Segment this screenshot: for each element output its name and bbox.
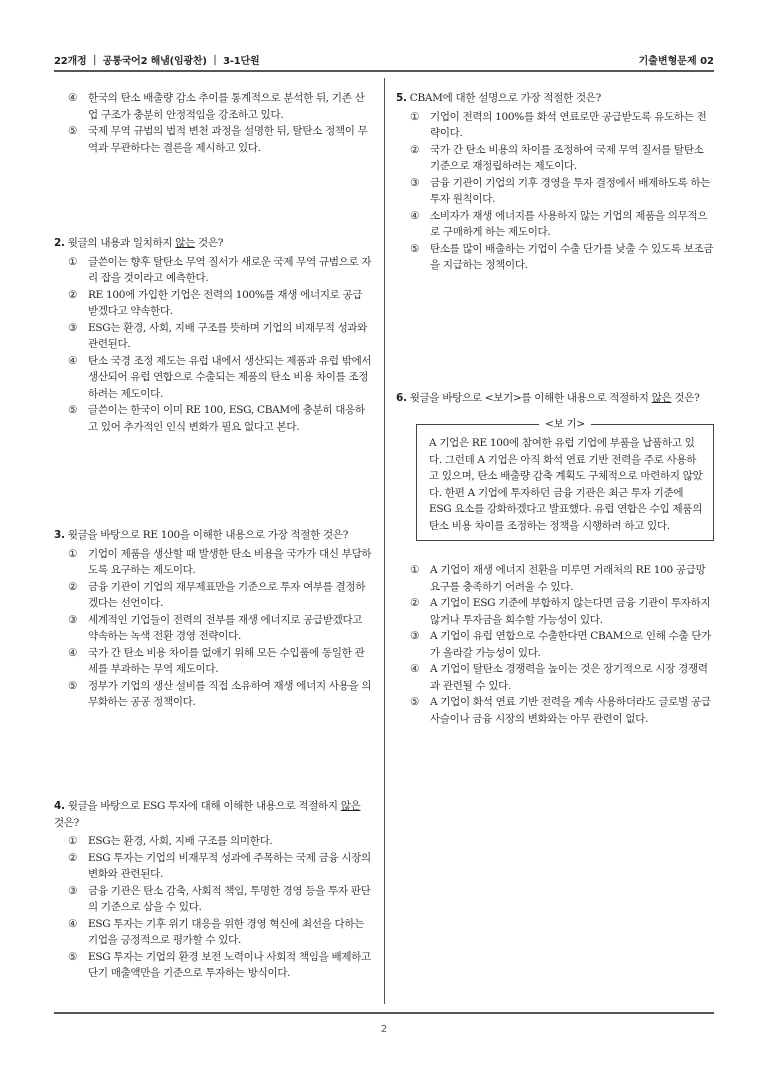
question-3 [54,527,372,711]
header-rule [54,70,714,72]
q4-option-3[interactable]: ③ 금융 기관은 탄소 감축, 사회적 책임, 투명한 경영 등을 투자 판단의 기준으로 삼을 수 있다. [68,884,371,913]
header-course-info: 22개정 ｜ 공통국어2 해냄(임광찬) ｜ 3-1단원 [54,56,260,67]
q2-option-5[interactable]: ⑤ 글쓴이는 한국이 이미 RE 100, ESG, CBAM에 충분히 대응하고 있어 추가적인 인식 변화가 필요 없다고 본다. [68,404,365,433]
q3-option-4[interactable]: ④ 국가 간 탄소 비용 차이를 없애기 위해 모든 수입품에 동일한 관세를 부과하는 무역 제도이다. [68,646,365,675]
q4-option-1[interactable]: ① ESG는 환경, 사회, 지배 구조를 의미한다. [68,835,273,847]
header-doc-title: 기출변형문제 02 [638,56,714,67]
q1-option-5[interactable]: ⑤ 국제 무역 규범의 법적 변천 과정을 설명한 뒤, 탈탄소 정책이 무역과 무관하다는 결론을 제시하고 있다. [68,125,368,154]
q2-option-2[interactable]: ② RE 100에 가입한 기업은 전력의 100%를 재생 에너지로 공급받겠다고 약속한다. [68,288,363,317]
question-4 [54,798,372,982]
q5-option-2[interactable]: ② 국가 간 탄소 비용의 차이를 조정하여 국제 무역 질서를 탈탄소 기준으로 재정립하려는 제도이다. [410,143,704,172]
q5-stem: 5. CBAM에 대한 설명으로 가장 적절한 것은? [396,92,601,104]
bogi-text: A 기업은 RE 100에 참여한 유럽 기업에 부품을 납품하고 있다. 그런데 A 기업은 아직 화석 연료 기반 전력을 주로 사용하고 있으며, 탄소 배출량 감축 계획도 구체적으로 마련하지 않았다. 한편 A 기업에 투자하던 금융 기관은 최근 투자 기준에 ESG 요소를 강화하겠다고 발표했다. 유럽 연합은 수입 제품의 탄소 비용 차이를 조정하는 정책을 시행하려 하고 있다. [429,437,703,532]
question-6-options [396,562,714,727]
q4-option-2[interactable]: ② ESG 투자는 기업의 비재무적 성과에 주목하는 국제 금융 시장의 변화와 관련된다. [68,851,371,880]
q6-option-1[interactable]: ① A 기업이 재생 에너지 전환을 미루면 거래처의 RE 100 공급망 요구를 충족하기 어려울 수 있다. [410,564,706,593]
q2-stem: 2. 윗글의 내용과 일치하지 않는 것은? [54,237,224,249]
column-divider [384,78,385,1004]
q2-option-1[interactable]: ① 글쓴이는 향후 탈탄소 무역 질서가 새로운 국제 무역 규범으로 자리 잡을 것이라고 예측한다. [68,255,372,284]
q2-option-4[interactable]: ④ 탄소 국경 조정 제도는 유럽 내에서 생산되는 제품과 유럽 밖에서 생산되어 유럽 연합으로 수출되는 제품의 탄소 비용 차이를 조정하려는 제도이다. [68,354,372,400]
question-5 [396,90,714,274]
q6-option-4[interactable]: ④ A 기업이 탈탄소 경쟁력을 높이는 것은 장기적으로 시장 경쟁력과 관련될 수 있다. [410,663,708,692]
q5-option-1[interactable]: ① 기업이 전력의 100%를 화석 연료로만 공급받도록 유도하는 전략이다. [410,110,707,139]
q6-option-5[interactable]: ⑤ A 기업이 화석 연료 기반 전력을 계속 사용하더라도 글로벌 공급 사슬이나 금융 시장의 변화와는 아무 관련이 없다. [410,696,711,725]
q3-stem: 3. 윗글을 바탕으로 RE 100을 이해한 내용으로 가장 적절한 것은? [54,529,349,541]
q3-option-5[interactable]: ⑤ 정부가 기업의 생산 설비를 직접 소유하여 재생 에너지 사용을 의무화하는 공공 정책이다. [68,679,372,708]
q6-stem: 6. 윗글을 바탕으로 <보기>를 이해한 내용으로 적절하지 않은 것은? [396,392,700,404]
bogi-box [416,418,714,541]
q5-option-5[interactable]: ⑤ 탄소를 많이 배출하는 기업이 수출 단가를 낮출 수 있도록 보조금을 지급하는 정책이다. [410,242,714,271]
q6-option-2[interactable]: ② A 기업이 ESG 기준에 부합하지 않는다면 금융 기관이 투자하지 않거나 투자금을 회수할 가능성이 있다. [410,597,711,626]
q3-option-3[interactable]: ③ 세계적인 기업들이 전력의 전부를 재생 에너지로 공급받겠다고 약속하는 녹색 전환 경영 전략이다. [68,613,363,642]
q4-option-5[interactable]: ⑤ ESG 투자는 기업의 환경 보전 노력이나 사회적 책임을 배제하고 단기 매출액만을 기준으로 투자하는 방식이다. [68,950,371,979]
q6-option-3[interactable]: ③ A 기업이 유럽 연합으로 수출한다면 CBAM으로 인해 수출 단가가 올라갈 가능성이 있다. [410,630,712,659]
footer-rule [54,1012,714,1014]
q5-option-4[interactable]: ④ 소비자가 재생 에너지를 사용하지 않는 기업의 제품을 의무적으로 구매하게 하는 제도이다. [410,209,708,238]
q4-option-4[interactable]: ④ ESG 투자는 기후 위기 대응을 위한 경영 혁신에 최선을 다하는 기업을 긍정적으로 평가할 수 있다. [68,917,365,946]
question-2 [54,235,372,435]
page-header [54,48,714,70]
question-1-continued [54,90,372,156]
bogi-title: <보 기> [417,416,713,433]
page-number: 2 [380,1024,388,1035]
q5-option-3[interactable]: ③ 금융 기관이 기업의 기후 경영을 투자 결정에서 배제하도록 하는 투자 원칙이다. [410,176,711,205]
q1-option-4[interactable]: ④ 한국의 탄소 배출량 감소 추이를 통계적으로 분석한 뒤, 기존 산업 구조가 충분히 안정적임을 강조하고 있다. [68,92,365,121]
q3-option-2[interactable]: ② 금융 기관이 기업의 재무제표만을 기준으로 투자 여부를 결정하겠다는 선언이다. [68,580,366,609]
q2-option-3[interactable]: ③ ESG는 환경, 사회, 지배 구조를 뜻하며 기업의 비재무적 성과와 관련된다. [68,321,368,350]
q3-option-1[interactable]: ① 기업이 제품을 생산할 때 발생한 탄소 비용을 국가가 대신 부담하도록 요구하는 제도이다. [68,547,372,576]
question-6 [396,390,714,409]
q4-stem: 4. 윗글을 바탕으로 ESG 투자에 대해 이해한 내용으로 적절하지 않은 것은? [54,800,361,829]
